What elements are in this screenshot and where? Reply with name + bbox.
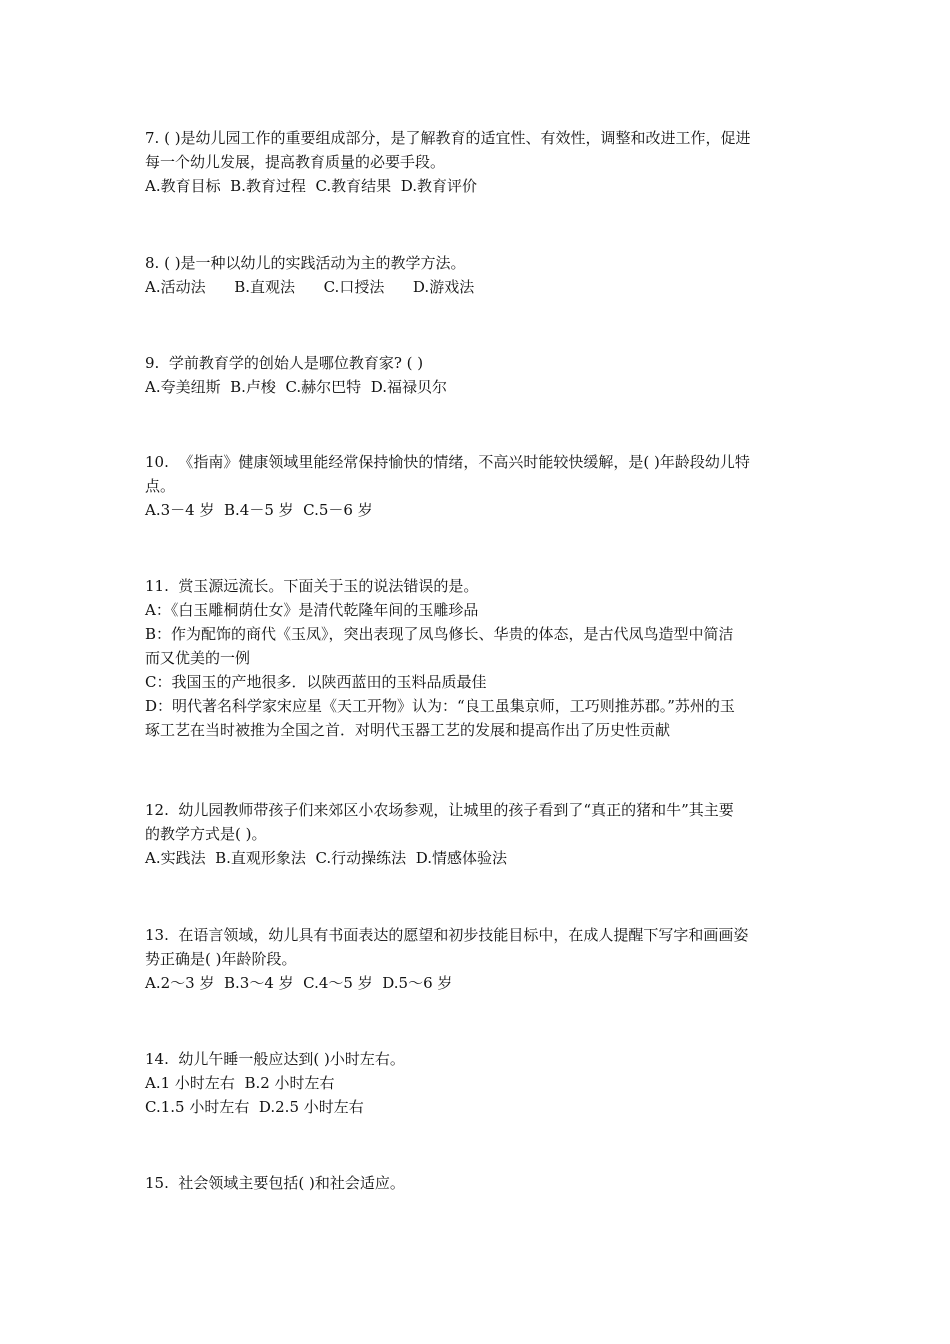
answer-options: A.教育目标 B.教育过程 C.教育结果 D.教育评价	[145, 177, 477, 195]
answer-options: A.活动法 B.直观法 C.口授法 D.游戏法	[145, 278, 475, 296]
question-stem-line: 7. ( )是幼儿园工作的重要组成部分，是了解教育的适宜性、有效性，调整和改进工作，促进	[145, 129, 751, 147]
answer-options: C.1.5 小时左右 D.2.5 小时左右	[145, 1098, 364, 1116]
question-7	[145, 126, 825, 198]
answer-option-d-cont: 琢工艺在当时被推为全国之首．对明代玉器工艺的发展和提高作出了历史性贡献	[145, 721, 671, 739]
question-stem-line: 15. 社会领域主要包括( )和社会适应。	[145, 1174, 405, 1192]
question-stem-line: 12. 幼儿园教师带孩子们来郊区小农场参观，让城里的孩子看到了“真正的猪和牛”其主要	[145, 801, 734, 819]
question-stem-line: 10. 《指南》健康领域里能经常保持愉快的情绪，不高兴时能较快缓解，是( )年龄段幼儿特	[145, 453, 750, 471]
question-stem-line: 势正确是( )年龄阶段。	[145, 950, 297, 968]
question-9	[145, 351, 825, 399]
answer-option-c: C：我国玉的产地很多．以陕西蓝田的玉料品质最佳	[145, 673, 487, 691]
question-14	[145, 1047, 825, 1119]
question-11	[145, 574, 825, 742]
answer-options: A.3－4 岁 B.4－5 岁 C.5－6 岁	[145, 501, 373, 519]
question-stem-line: 11. 赏玉源远流长。下面关于玉的说法错误的是。	[145, 577, 479, 595]
question-13	[145, 923, 825, 995]
answer-option-b: B：作为配饰的商代《玉凤》，突出表现了凤鸟修长、华贵的体态，是古代凤鸟造型中简洁	[145, 625, 734, 643]
question-stem-line: 每一个幼儿发展，提高教育质量的必要手段。	[145, 153, 446, 171]
question-stem-line: 8. ( )是一种以幼儿的实践活动为主的教学方法。	[145, 254, 466, 272]
answer-option-a: A：《白玉雕桐荫仕女》是清代乾隆年间的玉雕珍品	[145, 601, 479, 619]
question-stem-line: 的教学方式是( )。	[145, 825, 267, 843]
question-10	[145, 450, 825, 522]
question-stem-line: 点。	[145, 477, 176, 495]
question-stem-line: 14. 幼儿午睡一般应达到( )小时左右。	[145, 1050, 405, 1068]
answer-options: A.夸美纽斯 B.卢梭 C.赫尔巴特 D.福禄贝尔	[145, 378, 447, 396]
question-stem-line: 13. 在语言领域，幼儿具有书面表达的愿望和初步技能目标中，在成人提醒下写字和画画姿	[145, 926, 749, 944]
answer-options: A.实践法 B.直观形象法 C.行动操练法 D.情感体验法	[145, 849, 507, 867]
answer-option-d: D：明代著名科学家宋应星《天工开物》认为：“良工虽集京师，工巧则推苏郡。”苏州的玉	[145, 697, 735, 715]
answer-option-b-cont: 而又优美的一例	[145, 649, 251, 667]
question-15	[145, 1171, 825, 1195]
question-stem-line: 9. 学前教育学的创始人是哪位教育家? ( )	[145, 354, 424, 372]
question-12	[145, 798, 825, 870]
answer-options: A.1 小时左右 B.2 小时左右	[145, 1074, 335, 1092]
question-8	[145, 251, 825, 299]
answer-options: A.2～3 岁 B.3～4 岁 C.4～5 岁 D.5～6 岁	[145, 974, 453, 992]
